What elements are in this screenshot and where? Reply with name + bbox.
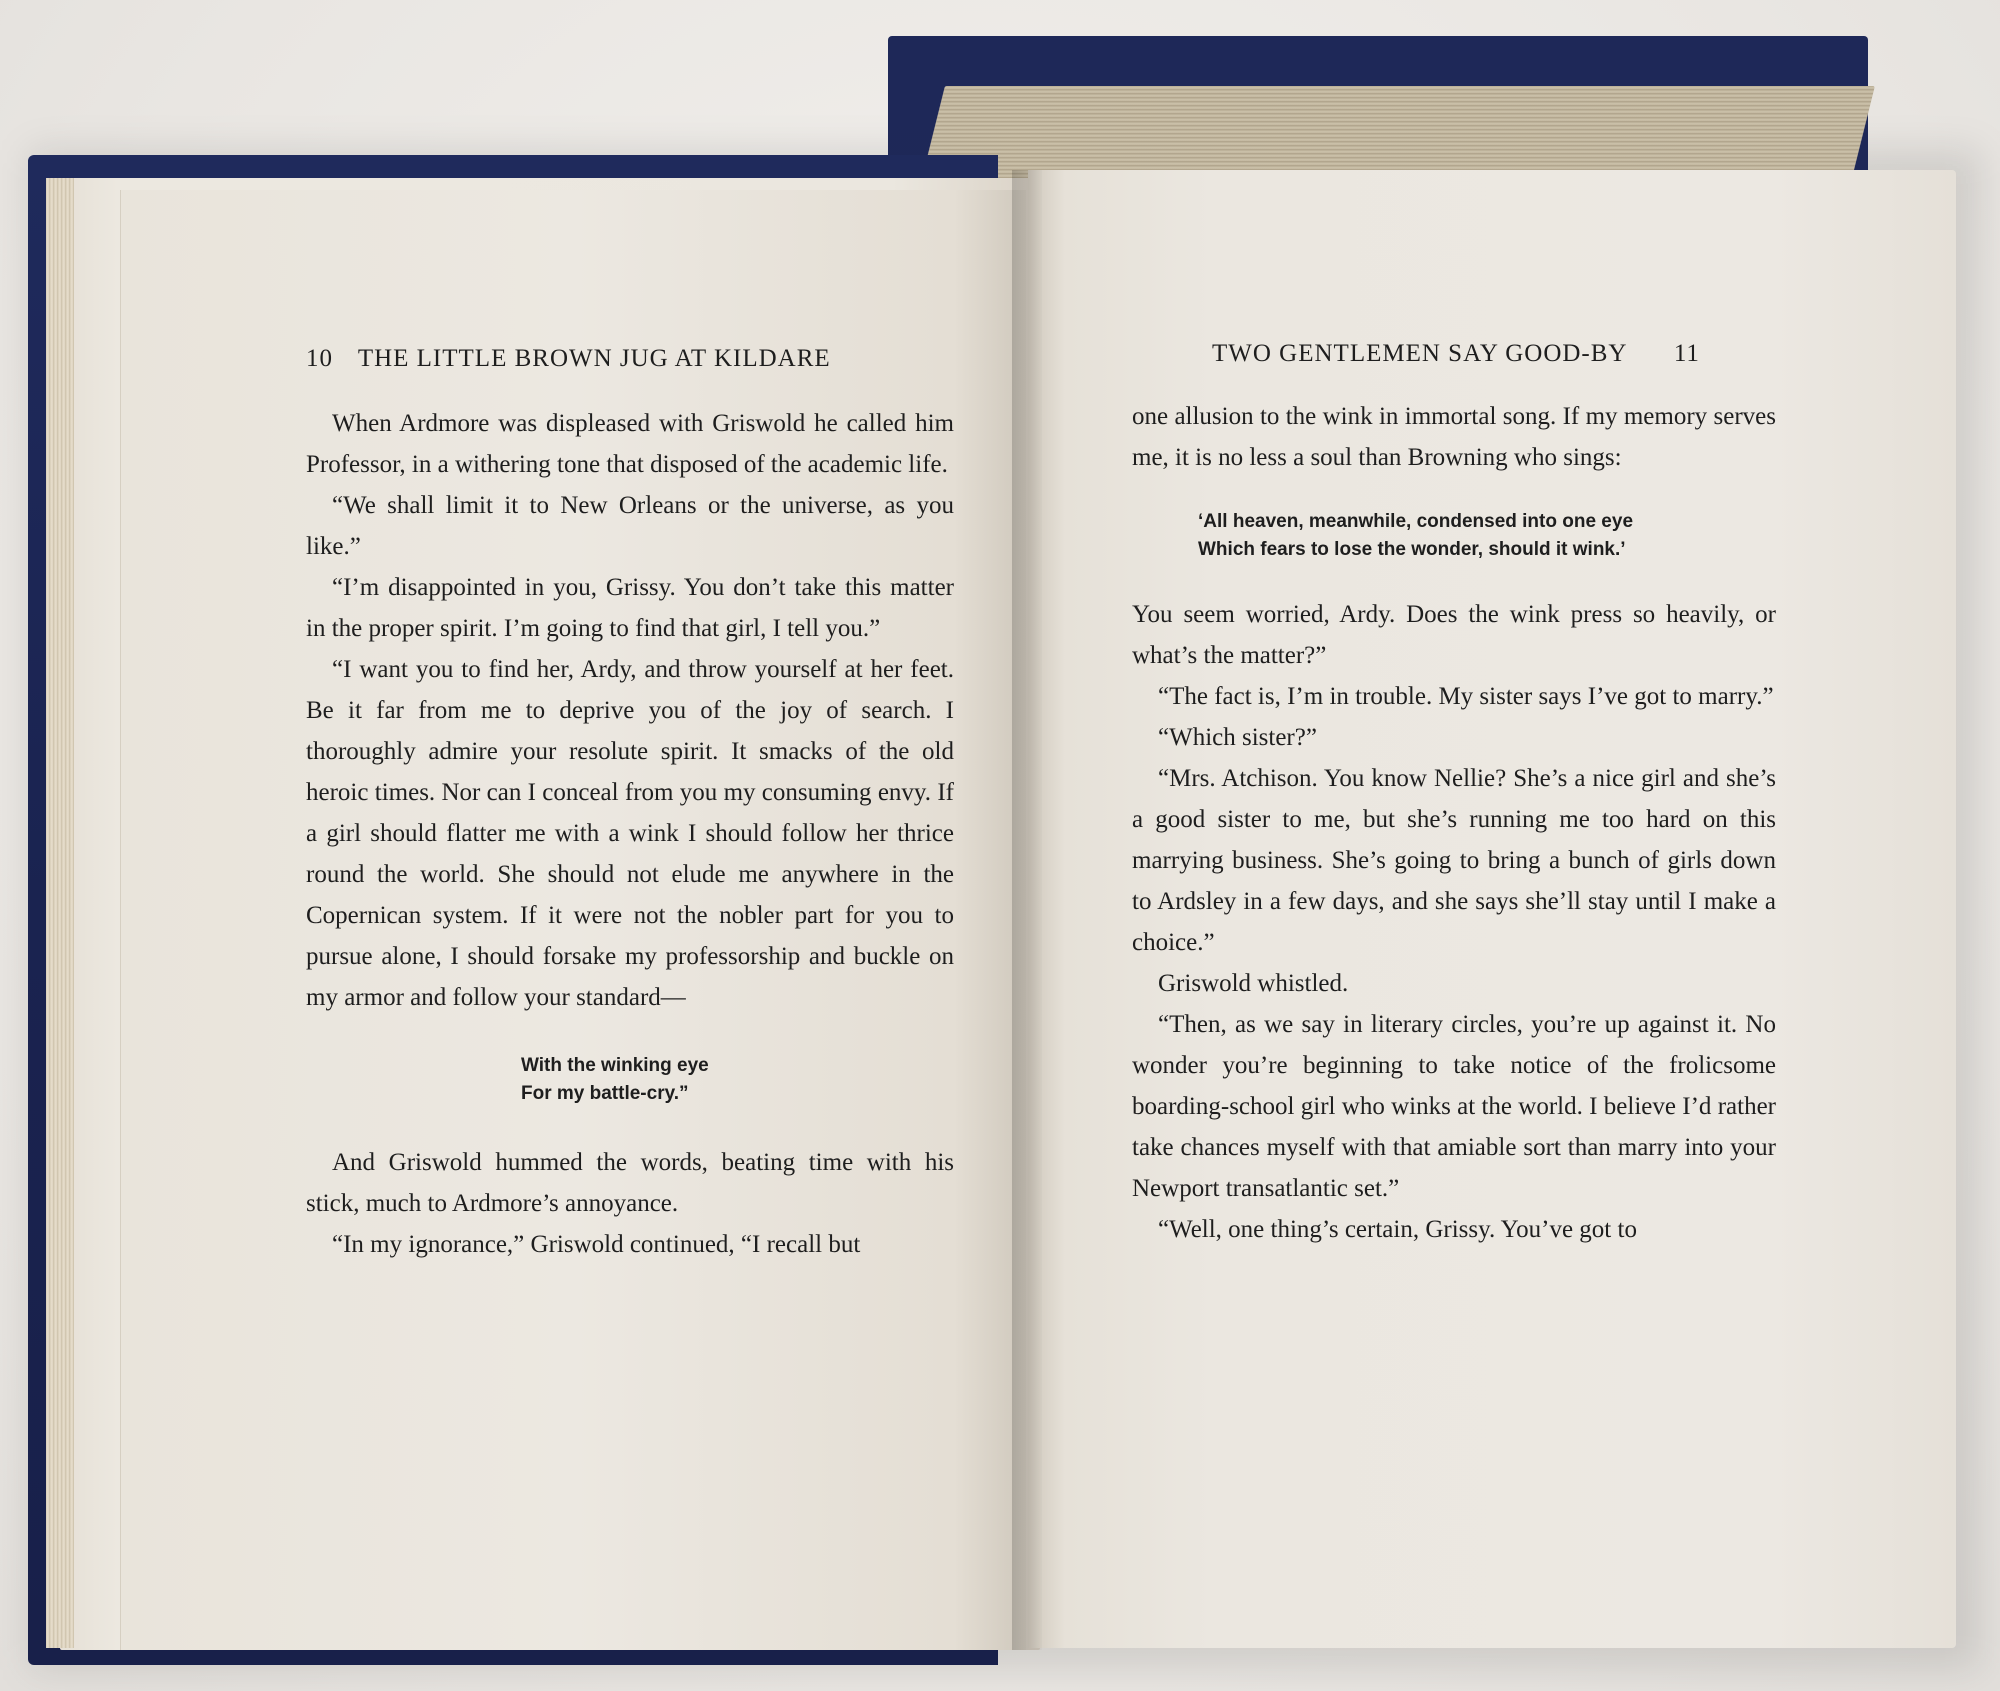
paragraph: “We shall limit it to New Orleans or the universe, as you like.”: [306, 492, 954, 560]
paragraph: “Then, as we say in literary circles, you’re up against it. No wonder you’re beginning to take notice of the frolicsome boarding-school girl who winks at the world. I believe I’d rather take chances myself with that amiable sort than marry into your Newport transatlantic set.”: [1132, 1011, 1776, 1202]
paragraph: “Well, one thing’s certain, Grissy. You’ve got to: [1158, 1216, 1637, 1243]
paragraph: one allusion to the wink in immortal song. If my memory serves me, it is no less a soul than Browning who sings:: [1132, 403, 1776, 471]
left-page-edges: [46, 178, 74, 1648]
paragraph: And Griswold hummed the words, beating time with his stick, much to Ardmore’s annoyance.: [306, 1149, 954, 1217]
paragraph: “I want you to find her, Ardy, and throw yourself at her feet. Be it far from me to deprive you of the joy of search. I thoroughly admire your resolute spirit. It smacks of the old heroic times. Nor can I conceal from you my consuming envy. If a girl should flatter me with a wink I should follow her thrice round the world. She should not elude me anywhere in the Copernican system. If it were not the nobler part for you to pursue alone, I should forsake my professorship and buckle on my armor and follow your standard—: [306, 656, 954, 1011]
verse-line: For my battle-cry.”: [521, 1083, 689, 1104]
paragraph: “The fact is, I’m in trouble. My sister says I’ve got to marry.”: [1158, 683, 1774, 710]
verse-line: Which fears to lose the wonder, should it wink.’: [1198, 539, 1626, 560]
left-verse: [521, 1052, 954, 1108]
right-page-number: 11: [1673, 340, 1700, 367]
left-page-body: [306, 403, 954, 1265]
left-running-head: [306, 345, 831, 373]
verse-line: ‘All heaven, meanwhile, condensed into one eye: [1198, 511, 1634, 532]
right-page-body: [1132, 396, 1776, 1250]
paragraph: “Mrs. Atchison. You know Nellie? She’s a nice girl and she’s a good sister to me, but she’s running me too hard on this marrying business. She’s going to bring a bunch of girls down to Ardsley in a few days, and she says she’ll stay until I make a choice.”: [1132, 765, 1776, 956]
paragraph: Griswold whistled.: [1158, 970, 1349, 997]
paragraph: “In my ignorance,” Griswold continued, “I recall but: [332, 1231, 861, 1258]
verse-line: With the winking eye: [521, 1055, 709, 1076]
left-page-number: 10: [306, 345, 333, 372]
paragraph: “Which sister?”: [1158, 724, 1317, 751]
paragraph: When Ardmore was displeased with Griswold he called him Professor, in a withering tone that disposed of the academic life.: [306, 410, 954, 478]
paragraph: You seem worried, Ardy. Does the wink press so heavily, or what’s the matter?”: [1132, 601, 1776, 669]
paragraph: “I’m disappointed in you, Grissy. You don’t take this matter in the proper spirit. I’m going to find that girl, I tell you.”: [306, 574, 954, 642]
left-running-title: THE LITTLE BROWN JUG AT KILDARE: [357, 345, 831, 372]
right-running-head: [1212, 340, 1700, 368]
right-running-title: TWO GENTLEMEN SAY GOOD-BY: [1212, 340, 1627, 367]
book-gutter: [1012, 170, 1042, 1650]
right-verse: [1198, 508, 1776, 564]
